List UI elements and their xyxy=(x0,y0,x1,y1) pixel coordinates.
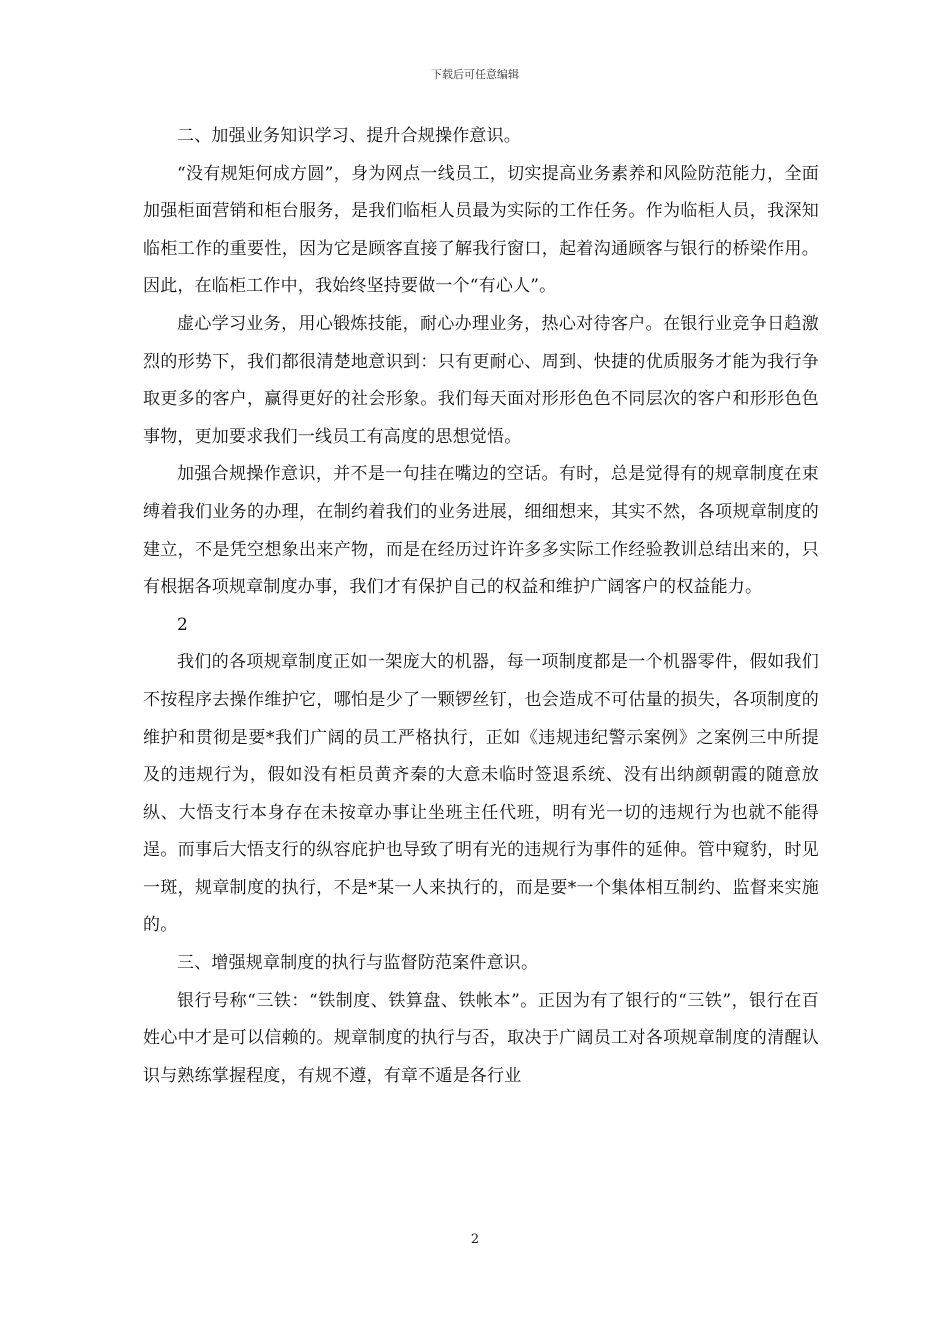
section-heading-2: 二、加强业务知识学习、提升合规操作意识。 xyxy=(177,126,521,146)
paragraph: 加强合规操作意识，并不是一句挂在嘴边的空话。有时，总是觉得有的规章制度在束缚着我们业务的办理，在制约着我们的业务进展，细细想来，其实不然，各项规章制度的建立，不是凭空想象出来产物，而是在经历过许许多多实际工作经验教训总结出来的，只有根据各项规章制度办事，我们才有保护自己的权益和维护广阔客户的权益能力。 xyxy=(143,464,819,598)
paragraph: 我们的各项规章制度正如一架庞大的机器，每一项制度都是一个机器零件，假如我们不按程序去操作维护它，哪怕是少了一颗锣丝钉，也会造成不可估量的损失，各项制度的维护和贯彻是要*我们广阔的员工严格执行，正如《违规违纪警示案例》之案例三中所提及的违规行为，假如没有柜员黄齐秦的大意未临时签退系统、没有出纳颜朝霞的随意放纵、大悟支行本身存在未按章办事让坐班主任代班，明有光一切的违规行为也就不能得逞。而事后大悟支行的纵容庇护也导致了明有光的违规行为事件的延伸。管中窥豹，时见一斑，规章制度的执行，不是*某一人来执行的，而是要*一个集体相互制约、监督来实施的。 xyxy=(143,652,819,936)
paragraph: “没有规矩何成方圆”，身为网点一线员工，切实提高业务素养和风险防范能力，全面加强柜面营销和柜台服务，是我们临柜人员最为实际的工作任务。作为临柜人员，我深知临柜工作的重要性，因为它是顾客直接了解我行窗口，起着沟通顾客与银行的桥梁作用。因此，在临柜工作中，我始终坚持要做一个“有心人”。 xyxy=(143,163,819,297)
document-body xyxy=(143,118,819,1095)
paragraph: 虚心学习业务，用心锻炼技能，耐心办理业务，热心对待客户。在银行业竞争日趋激烈的形势下，我们都很清楚地意识到：只有更耐心、周到、快捷的优质服务才能为我行争取更多的客户，赢得更好的社会形象。我们每天面对形形色色不同层次的客户和形形色色事物，更加要求我们一线员工有高度的思想觉悟。 xyxy=(143,313,819,447)
section-heading-3: 三、增强规章制度的执行与监督防范案件意识。 xyxy=(177,953,539,974)
page-number: 2 xyxy=(470,1232,480,1247)
paragraph: 银行号称“三铁：“铁制度、铁算盘、铁帐本”。正因为有了银行的“三铁”，银行在百姓心中才是可以信赖的。规章制度的执行与否，取决于广阔员工对各项规章制度的清醒认识与熟练掌握程度，有规不遵，有章不遁是各行业 xyxy=(143,990,819,1086)
inline-number: 2 xyxy=(177,614,189,635)
page-header: 下载后可任意编辑 xyxy=(431,68,519,81)
